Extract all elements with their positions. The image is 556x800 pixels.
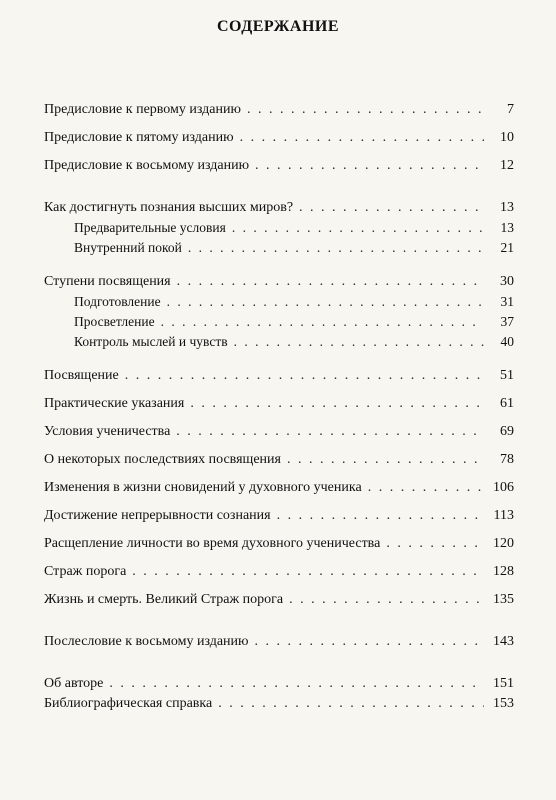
- toc-entry-title: Как достигнуть познания высших миров?: [44, 200, 294, 215]
- toc-subentry: [44, 292, 514, 312]
- toc-page-number: 78: [500, 452, 514, 467]
- toc-leader-dots: [289, 590, 484, 610]
- toc-entry-title: Посвящение: [44, 368, 119, 383]
- toc-page-number: 40: [500, 334, 514, 349]
- toc-page-number: 135: [493, 592, 514, 607]
- toc-entry: [44, 506, 514, 526]
- toc-entry-title: Достижение непрерывности сознания: [44, 508, 271, 523]
- toc-leader-dots: [247, 100, 484, 120]
- toc-entry-title: Предварительные условия: [74, 220, 226, 235]
- toc-entry-title: Страж порога: [44, 564, 127, 579]
- toc-entry-title: Подготовление: [74, 294, 161, 309]
- toc-entry-title: Расщепление личности во время духовного ученичества: [44, 536, 381, 551]
- toc-page-number: 113: [493, 508, 514, 523]
- toc-leader-dots: [299, 198, 484, 218]
- toc-page-number: 21: [500, 240, 514, 255]
- toc-subentry: [44, 218, 514, 238]
- toc-leader-dots: [218, 694, 484, 714]
- toc-leader-dots: [188, 238, 484, 258]
- toc-leader-dots: [125, 366, 484, 386]
- toc-page-number: 7: [507, 102, 514, 117]
- toc-entry-title: Жизнь и смерть. Великий Страж порога: [44, 592, 284, 607]
- toc-entry: [44, 590, 514, 610]
- toc-leader-dots: [240, 128, 484, 148]
- toc-page-number: 30: [500, 274, 514, 289]
- toc-page-number: 31: [500, 294, 514, 309]
- toc-leader-dots: [277, 506, 484, 526]
- table-of-contents: [44, 95, 514, 714]
- toc-entry: [44, 198, 514, 218]
- toc-leader-dots: [167, 292, 484, 312]
- toc-entry: [44, 272, 514, 292]
- toc-entry-title: Ступени посвящения: [44, 274, 171, 289]
- toc-leader-dots: [386, 534, 484, 554]
- toc-leader-dots: [190, 394, 484, 414]
- toc-entry-title: Изменения в жизни сновидений у духовного ученика: [44, 480, 362, 495]
- toc-leader-dots: [161, 312, 484, 332]
- toc-page-number: 51: [500, 368, 514, 383]
- toc-entry: [44, 534, 514, 554]
- toc-page-number: 13: [500, 220, 514, 235]
- page-title: СОДЕРЖАНИЕ: [216, 18, 340, 35]
- toc-entry-title: Предисловие к пятому изданию: [44, 130, 234, 145]
- toc-page-number: 143: [493, 634, 514, 649]
- toc-entry-title: Контроль мыслей и чувств: [74, 334, 228, 349]
- toc-page-number: 61: [500, 396, 514, 411]
- toc-entry: [44, 694, 514, 714]
- toc-entry: [44, 100, 514, 120]
- toc-page-number: 106: [493, 480, 514, 495]
- toc-leader-dots: [234, 332, 484, 352]
- toc-subentry: [44, 312, 514, 332]
- toc-page-number: 151: [493, 676, 514, 691]
- toc-entry-title: Внутренний покой: [74, 240, 182, 255]
- toc-page-number: 13: [500, 200, 514, 215]
- toc-leader-dots: [287, 450, 484, 470]
- toc-entry-title: Предисловие к восьмому изданию: [44, 158, 250, 173]
- toc-entry-title: Об авторе: [44, 676, 104, 691]
- toc-entry: [44, 450, 514, 470]
- toc-entry-title: Библиографическая справка: [44, 696, 213, 711]
- toc-leader-dots: [368, 478, 484, 498]
- toc-page-number: 153: [493, 696, 514, 711]
- toc-leader-dots: [255, 632, 484, 652]
- toc-subentry: [44, 332, 514, 352]
- toc-leader-dots: [176, 422, 484, 442]
- toc-entry: [44, 674, 514, 694]
- toc-entry: [44, 478, 514, 498]
- toc-entry-title: Предисловие к первому изданию: [44, 102, 241, 117]
- toc-entry: [44, 422, 514, 442]
- toc-entry: [44, 366, 514, 386]
- toc-page-number: 69: [500, 424, 514, 439]
- toc-entry-title: Условия ученичества: [44, 424, 171, 439]
- toc-subentry: [44, 238, 514, 258]
- toc-leader-dots: [255, 156, 484, 176]
- toc-leader-dots: [177, 272, 484, 292]
- toc-entry-title: Послесловие к восьмому изданию: [44, 634, 249, 649]
- toc-entry: [44, 562, 514, 582]
- toc-leader-dots: [232, 218, 484, 238]
- toc-page-number: 12: [500, 158, 514, 173]
- toc-entry-title: Практические указания: [44, 396, 185, 411]
- toc-entry: [44, 632, 514, 652]
- toc-entry: [44, 394, 514, 414]
- toc-page-number: 128: [493, 564, 514, 579]
- toc-page-number: 37: [500, 314, 514, 329]
- toc-entry-title: Просветление: [74, 314, 155, 329]
- toc-entry-title: О некоторых последствиях посвящения: [44, 452, 281, 467]
- toc-entry: [44, 128, 514, 148]
- toc-page-number: 120: [493, 536, 514, 551]
- toc-page-number: 10: [500, 130, 514, 145]
- toc-entry: [44, 156, 514, 176]
- toc-leader-dots: [109, 674, 484, 694]
- toc-leader-dots: [132, 562, 484, 582]
